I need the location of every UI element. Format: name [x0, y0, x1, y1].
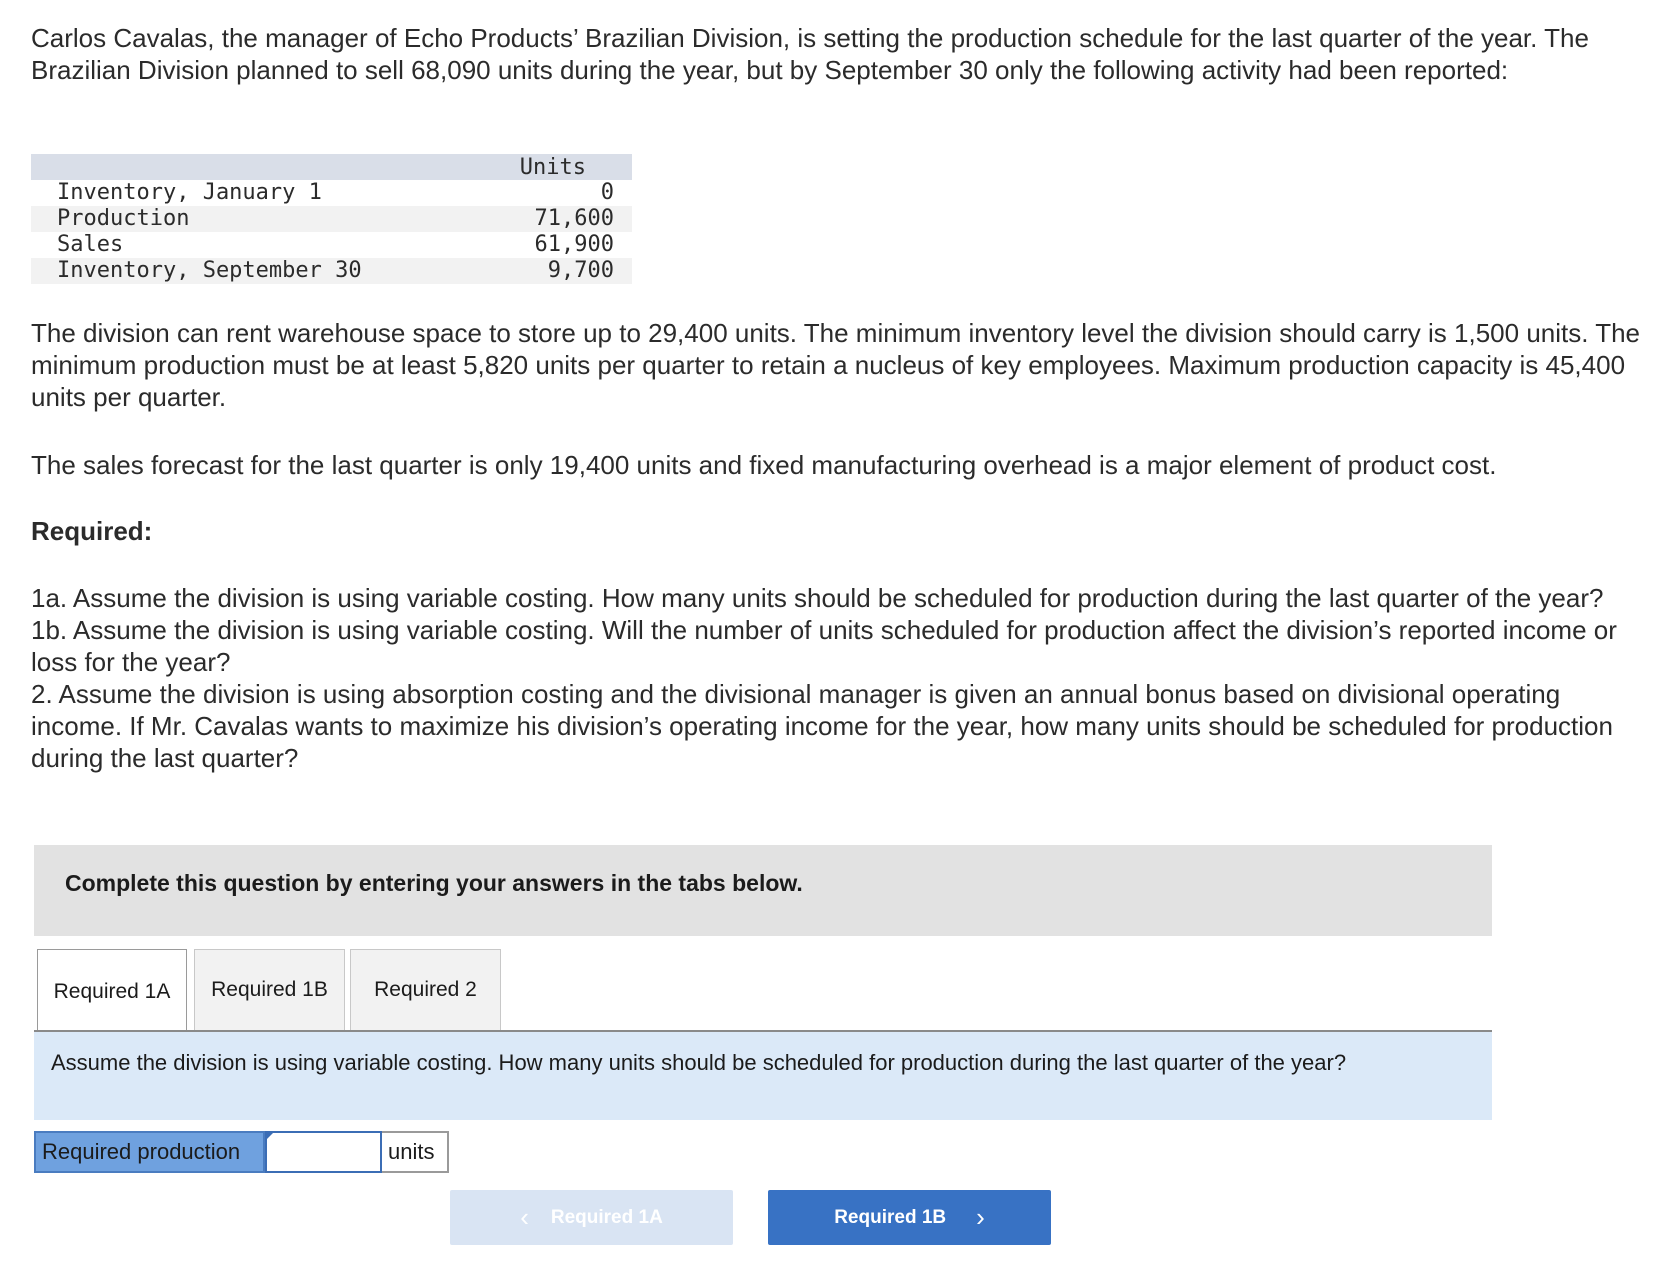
- question-prompt: Assume the division is using variable costing. How many units should be scheduled for production during the last quarter of the year?: [51, 1050, 1347, 1075]
- answer-row: [34, 1131, 449, 1173]
- question-1b: 1b. Assume the division is using variable costing. Will the number of units scheduled for production affect the division’s reported income or loss for the year?: [31, 615, 1617, 677]
- units-column-header: Units: [519, 155, 586, 180]
- table-header: [31, 154, 632, 180]
- next-button[interactable]: [768, 1190, 1051, 1245]
- instructions-banner: [34, 845, 1492, 936]
- table-row: [31, 206, 632, 232]
- constraints-text: The division can rent warehouse space to store up to 29,400 units. The minimum inventory level the division should carry is 1,500 units. The minimum production must be at least 5,820 units per quarter to retain a nucleus of key employees. Maximum production capacity is 45,400 units per quarter.: [31, 318, 1641, 412]
- activity-table: [31, 154, 632, 284]
- table-row: [31, 232, 632, 258]
- question-box: [34, 1032, 1492, 1120]
- row-label: Sales: [57, 232, 124, 257]
- next-button-label: Required 1B: [834, 1206, 947, 1228]
- required-questions: [31, 582, 1641, 774]
- question-1a: 1a. Assume the division is using variable costing. How many units should be scheduled for production during the last quarter of the year?: [31, 583, 1604, 613]
- problem-intro: Carlos Cavalas, the manager of Echo Products’ Brazilian Division, is setting the production schedule for the last quarter of the year. The Brazilian Division planned to sell 68,090 units during the year, but by September 30 only the following activity had been reported:: [31, 23, 1589, 85]
- tab-required-2[interactable]: Required 2: [350, 949, 501, 1031]
- table-row: [31, 180, 632, 206]
- answer-input-wrap: [265, 1131, 382, 1173]
- input-corner-marker: [265, 1131, 275, 1141]
- row-value: 0: [600, 180, 614, 205]
- required-heading: Required:: [31, 516, 153, 546]
- tab-required-1a[interactable]: Required 1A: [37, 949, 187, 1033]
- tab-required-1b[interactable]: Required 1B: [194, 949, 345, 1031]
- row-label: Production: [57, 206, 190, 231]
- required-production-input[interactable]: [265, 1131, 382, 1173]
- question-2: 2. Assume the division is using absorption costing and the divisional manager is given an annual bonus based on divisional operating income. If Mr. Cavalas wants to maximize his division’s operating income for the year, how many units should be scheduled for production during the last quarter?: [31, 679, 1613, 773]
- instructions-text: Complete this question by entering your answers in the tabs below.: [65, 870, 803, 896]
- chevron-left-icon: ‹: [520, 1202, 529, 1232]
- row-label: Inventory, January 1: [57, 180, 322, 205]
- row-value: 9,700: [547, 258, 614, 283]
- row-value: 61,900: [534, 232, 614, 257]
- table-row: [31, 258, 632, 284]
- row-value: 71,600: [534, 206, 614, 231]
- previous-button-label: Required 1A: [550, 1206, 663, 1228]
- row-label: Inventory, September 30: [57, 258, 362, 283]
- forecast-text: The sales forecast for the last quarter is only 19,400 units and fixed manufacturing overhead is a major element of product cost.: [31, 450, 1497, 480]
- previous-button[interactable]: [450, 1190, 733, 1245]
- units-label: units: [382, 1131, 449, 1173]
- required-production-label: Required production: [34, 1131, 265, 1173]
- chevron-right-icon: ›: [976, 1202, 985, 1232]
